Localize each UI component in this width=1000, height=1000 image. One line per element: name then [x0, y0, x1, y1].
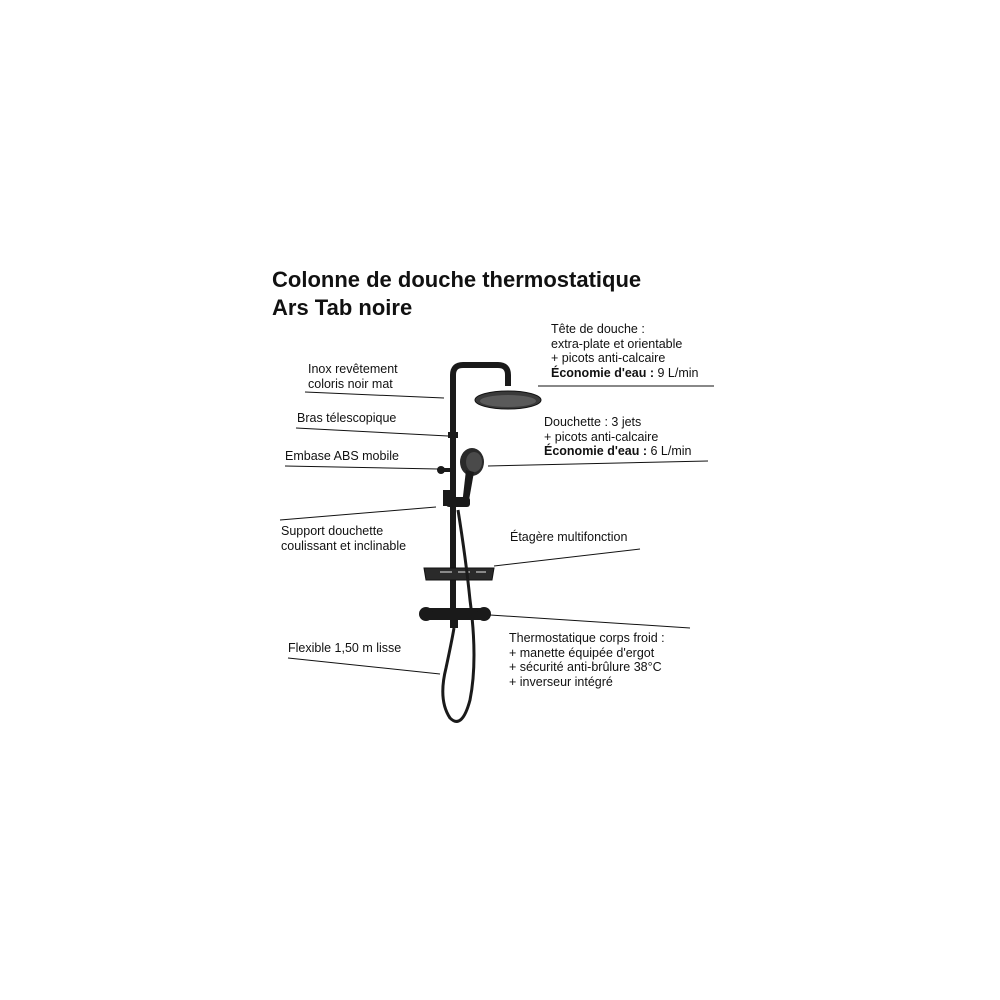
leader-inox	[305, 392, 444, 398]
leader-embase	[285, 466, 438, 469]
leader-flexible	[288, 658, 440, 674]
telescopic-joint	[448, 432, 458, 438]
label-support: Support douchette coulissant et inclinable	[281, 524, 407, 553]
label-etagere: Étagère multifonction	[510, 530, 628, 544]
label-thermo: Thermostatique corps froid : + manette équipée d'ergot + sécurité anti-brûlure 38°C + inverseur intégré	[509, 631, 665, 689]
leader-etagere	[494, 549, 640, 566]
label-flexible: Flexible 1,50 m lisse	[288, 641, 402, 655]
riser-pipe	[453, 365, 508, 395]
label-bras: Bras télescopique	[297, 411, 397, 425]
label-embase: Embase ABS mobile	[285, 449, 399, 463]
leader-bras	[296, 428, 448, 436]
label-inox: Inox revêtement coloris noir mat	[308, 362, 398, 391]
label-douchette: Douchette : 3 jets + picots anti-calcaire Économie d'eau : 6 L/min	[544, 415, 692, 458]
leader-douchette	[488, 461, 708, 466]
shower-head-face	[480, 395, 536, 407]
title-line-1: Colonne de douche thermostatique	[272, 267, 642, 292]
sliding-support	[446, 497, 470, 507]
title-line-2: Ars Tab noire	[272, 295, 413, 320]
leader-support	[280, 507, 436, 520]
label-tete: Tête de douche : extra-plate et orientable + picots anti-calcaire Économie d'eau : 9 L/min	[551, 322, 699, 380]
leader-thermo	[490, 615, 690, 628]
shelf	[424, 568, 494, 580]
